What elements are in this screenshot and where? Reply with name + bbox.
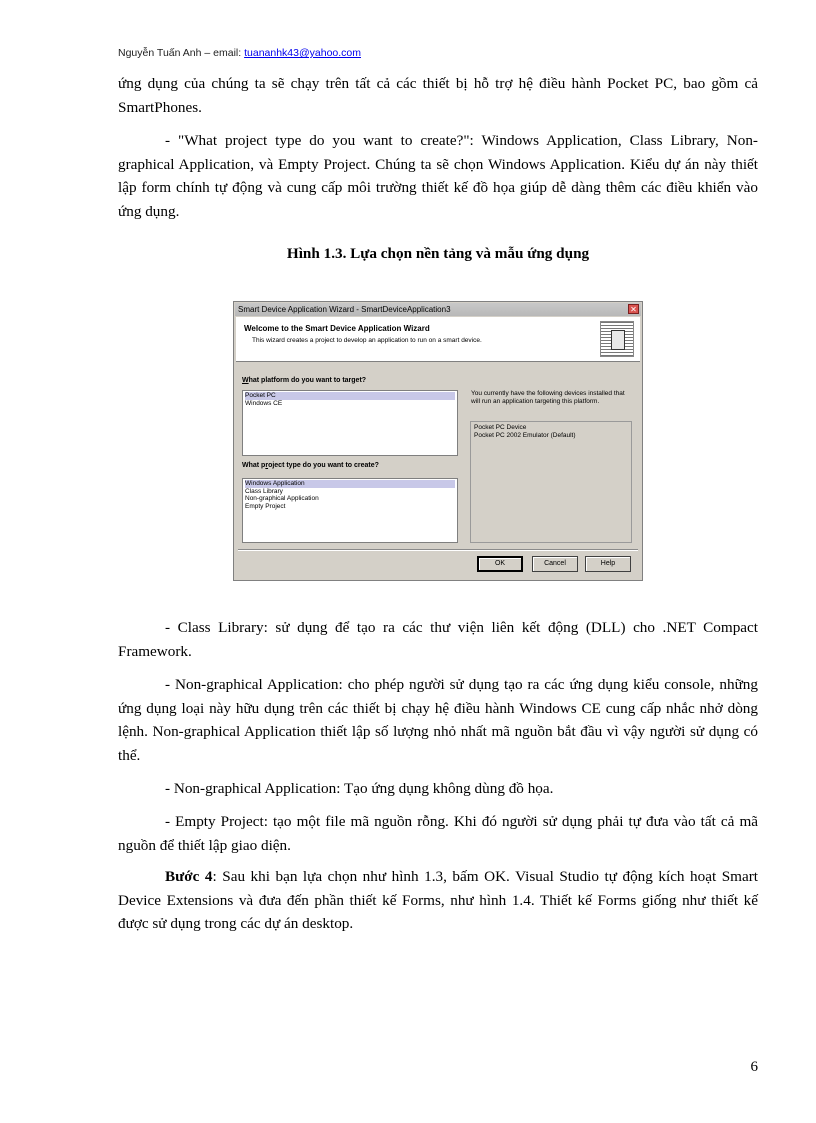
platform-item[interactable]: Windows CE bbox=[245, 399, 283, 407]
banner-subtitle: This wizard creates a project to develop an application to run on a smart device. bbox=[252, 337, 482, 344]
platform-list[interactable] bbox=[242, 390, 458, 456]
project-type-label bbox=[242, 462, 379, 469]
page-number: 6 bbox=[750, 1059, 758, 1075]
device-item: Pocket PC 2002 Emulator (Default) bbox=[474, 431, 576, 439]
project-label-accesskey: r bbox=[265, 462, 269, 469]
step-label: Bước 4 bbox=[165, 868, 213, 885]
cancel-button[interactable]: Cancel bbox=[532, 556, 578, 572]
project-type-item[interactable]: Non-graphical Application bbox=[245, 495, 319, 502]
device-list bbox=[470, 421, 632, 543]
paragraph-1: ứng dụng của chúng ta sẽ chạy trên tất cả các thiết bị hỗ trợ hệ điều hành Pocket PC, bao gồm cả SmartPhones. bbox=[118, 75, 758, 116]
email-link[interactable]: tuananhk43@yahoo.com bbox=[244, 47, 361, 59]
paragraph-6: - Empty Project: tạo một file mã nguồn rỗng. Khi đó người sử dụng phải tự đưa vào tất cả mã nguồn để thiết lập giao diện. bbox=[118, 813, 758, 854]
platform-label-accesskey: W bbox=[242, 377, 249, 384]
device-info-text: You currently have the following devices installed that will run an application targeting this platform. bbox=[471, 390, 625, 405]
platform-label-text: hat platform do you want to target? bbox=[248, 377, 367, 384]
step-text: : Sau khi bạn lựa chọn như hình 1.3, bấm OK. Visual Studio tự động kích hoạt Smart Device Extensions và đưa đến phần thiết kế Forms, như hình 1.4. Thiết kế Forms giống như thiết kế được sử dụng trong các dự án desktop. bbox=[118, 868, 758, 932]
paragraph-5: - Non-graphical Application: Tạo ứng dụng không dùng đồ họa. bbox=[165, 780, 554, 797]
paragraph-3: - Class Library: sử dụng để tạo ra các thư viện liên kết động (DLL) cho .NET Compact Framework. bbox=[118, 619, 758, 660]
paragraph-2: - "What project type do you want to create?": Windows Application, Class Library, Non-graphical Application, và Empty Project. Chúng ta sẽ chọn Windows Application. Kiểu dự án này thiết lập form chính tự động và cung cấp môi trường thiết kế đồ họa giúp dễ dàng thêm các điều khiển vào ứng dụng. bbox=[118, 132, 758, 220]
author-text: Nguyễn Tuấn Anh – email: bbox=[118, 47, 245, 59]
wizard-banner bbox=[236, 317, 640, 362]
help-button[interactable]: Help bbox=[585, 556, 631, 572]
platform-item[interactable]: Pocket PC bbox=[245, 392, 455, 400]
page-header bbox=[118, 47, 361, 59]
paragraph-7 bbox=[118, 865, 758, 936]
button-separator bbox=[238, 549, 638, 551]
close-icon[interactable]: ✕ bbox=[628, 304, 639, 314]
device-item: Pocket PC Device bbox=[474, 424, 527, 431]
project-type-item[interactable]: Empty Project bbox=[245, 502, 286, 510]
figure-caption: Hình 1.3. Lựa chọn nền tảng và mẫu ứng dụng bbox=[286, 245, 590, 262]
project-label-after: oject type do you want to create? bbox=[268, 462, 379, 469]
project-type-item[interactable]: Class Library bbox=[245, 487, 283, 495]
wizard-window bbox=[233, 301, 643, 581]
smart-device-icon bbox=[600, 321, 634, 357]
banner-title: Welcome to the Smart Device Application Wizard bbox=[244, 324, 430, 333]
project-type-item[interactable]: Windows Application bbox=[245, 480, 455, 488]
ok-button[interactable]: OK bbox=[477, 556, 523, 572]
wizard-title: Smart Device Application Wizard - SmartDeviceApplication3 bbox=[238, 305, 451, 314]
wizard-title-bar bbox=[235, 303, 641, 316]
device-glyph bbox=[611, 330, 625, 350]
platform-label bbox=[242, 377, 366, 384]
paragraph-4: - Non-graphical Application: cho phép người sử dụng tạo ra các ứng dụng kiểu console, những ứng dụng loại này hữu dụng trên các thiết bị chạy hệ điều hành Windows CE cung cấp nhắc nhở dòng lệnh. Non-graphical Application thiết lập số lượng nhỏ nhất mã nguồn bắt đầu vì vậy người sử dụng có thể. bbox=[118, 676, 758, 764]
project-label-before: What p bbox=[242, 462, 266, 469]
project-type-list[interactable] bbox=[242, 478, 458, 543]
